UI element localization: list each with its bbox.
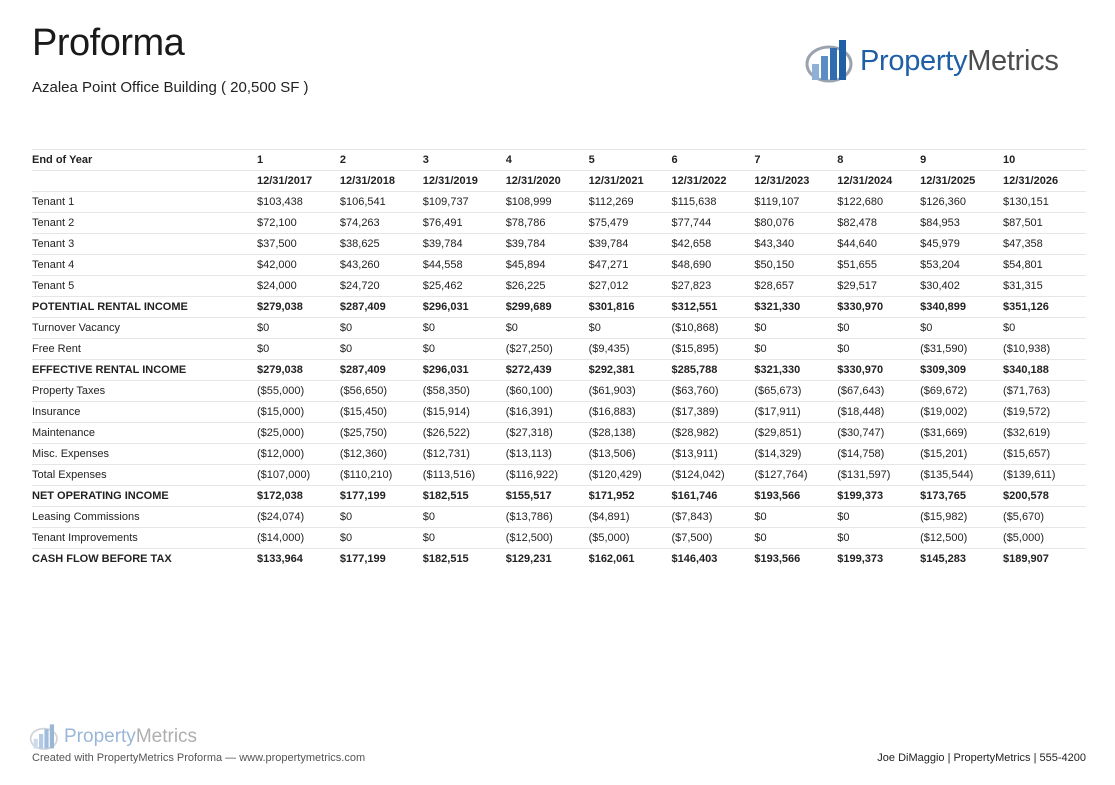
value-cell: ($19,572) xyxy=(1003,402,1086,423)
value-cell: ($9,435) xyxy=(589,339,672,360)
value-cell: $0 xyxy=(340,318,423,339)
date-cell: 12/31/2023 xyxy=(754,171,837,192)
value-cell: ($5,670) xyxy=(1003,507,1086,528)
value-cell: ($5,000) xyxy=(589,528,672,549)
value-cell: $72,100 xyxy=(257,213,340,234)
value-cell: ($65,673) xyxy=(754,381,837,402)
value-cell: $299,689 xyxy=(506,297,589,318)
value-cell: $28,657 xyxy=(754,276,837,297)
value-cell: $0 xyxy=(423,528,506,549)
value-cell: $0 xyxy=(506,318,589,339)
table-row xyxy=(32,528,1086,549)
row-label: Tenant 2 xyxy=(32,213,257,234)
date-cell: 12/31/2019 xyxy=(423,171,506,192)
value-cell: ($27,318) xyxy=(506,423,589,444)
value-cell: $51,655 xyxy=(837,255,920,276)
value-cell: $301,816 xyxy=(589,297,672,318)
value-cell: ($13,786) xyxy=(506,507,589,528)
value-cell: $0 xyxy=(920,318,1003,339)
value-cell: $172,038 xyxy=(257,486,340,507)
value-cell: ($15,982) xyxy=(920,507,1003,528)
value-cell: ($28,982) xyxy=(671,423,754,444)
value-cell: $37,500 xyxy=(257,234,340,255)
value-cell: $77,744 xyxy=(671,213,754,234)
footer-logo xyxy=(28,722,197,752)
value-cell: ($55,000) xyxy=(257,381,340,402)
value-cell: $119,107 xyxy=(754,192,837,213)
value-cell: $43,260 xyxy=(340,255,423,276)
value-cell: ($18,448) xyxy=(837,402,920,423)
value-cell: ($15,895) xyxy=(671,339,754,360)
value-cell: ($15,914) xyxy=(423,402,506,423)
value-cell: $0 xyxy=(423,507,506,528)
bar-chart-globe-icon xyxy=(804,36,858,86)
row-label: Tenant Improvements xyxy=(32,528,257,549)
value-cell: $27,823 xyxy=(671,276,754,297)
row-label: Insurance xyxy=(32,402,257,423)
value-cell: ($13,113) xyxy=(506,444,589,465)
value-cell: ($12,360) xyxy=(340,444,423,465)
value-cell: ($14,758) xyxy=(837,444,920,465)
value-cell: ($15,000) xyxy=(257,402,340,423)
year-cell: 5 xyxy=(589,150,672,171)
page-title: Proforma xyxy=(32,22,185,64)
value-cell: $0 xyxy=(340,507,423,528)
value-cell: ($15,450) xyxy=(340,402,423,423)
value-cell: $340,899 xyxy=(920,297,1003,318)
value-cell: ($127,764) xyxy=(754,465,837,486)
value-cell: ($60,100) xyxy=(506,381,589,402)
value-cell: $24,000 xyxy=(257,276,340,297)
value-cell: $145,283 xyxy=(920,549,1003,570)
value-cell: $189,907 xyxy=(1003,549,1086,570)
value-cell: $279,038 xyxy=(257,297,340,318)
value-cell: ($25,000) xyxy=(257,423,340,444)
value-cell: $129,231 xyxy=(506,549,589,570)
value-cell: $80,076 xyxy=(754,213,837,234)
value-cell: $199,373 xyxy=(837,549,920,570)
value-cell: ($120,429) xyxy=(589,465,672,486)
value-cell: ($32,619) xyxy=(1003,423,1086,444)
value-cell: $106,541 xyxy=(340,192,423,213)
value-cell: $340,188 xyxy=(1003,360,1086,381)
value-cell: $351,126 xyxy=(1003,297,1086,318)
value-cell: ($16,883) xyxy=(589,402,672,423)
table-row xyxy=(32,276,1086,297)
year-cell: 1 xyxy=(257,150,340,171)
value-cell: ($30,747) xyxy=(837,423,920,444)
value-cell: $130,151 xyxy=(1003,192,1086,213)
table-row xyxy=(32,297,1086,318)
footer-logo-text: PropertyMetrics xyxy=(64,726,198,747)
value-cell: ($25,750) xyxy=(340,423,423,444)
value-cell: ($12,731) xyxy=(423,444,506,465)
value-cell: $133,964 xyxy=(257,549,340,570)
value-cell: $162,061 xyxy=(589,549,672,570)
value-cell: $108,999 xyxy=(506,192,589,213)
value-cell: ($15,201) xyxy=(920,444,1003,465)
value-cell: $0 xyxy=(837,507,920,528)
table-row xyxy=(32,213,1086,234)
date-cell: 12/31/2018 xyxy=(340,171,423,192)
value-cell: $25,462 xyxy=(423,276,506,297)
year-cell: 8 xyxy=(837,150,920,171)
date-cell: 12/31/2021 xyxy=(589,171,672,192)
year-cell: 10 xyxy=(1003,150,1086,171)
value-cell: $0 xyxy=(754,339,837,360)
value-cell: ($69,672) xyxy=(920,381,1003,402)
value-cell: $182,515 xyxy=(423,549,506,570)
table-row xyxy=(32,255,1086,276)
value-cell: ($14,000) xyxy=(257,528,340,549)
row-label: Misc. Expenses xyxy=(32,444,257,465)
value-cell: ($14,329) xyxy=(754,444,837,465)
value-cell: ($135,544) xyxy=(920,465,1003,486)
value-cell: $155,517 xyxy=(506,486,589,507)
value-cell: $193,566 xyxy=(754,486,837,507)
value-cell: ($7,843) xyxy=(671,507,754,528)
value-cell: $24,720 xyxy=(340,276,423,297)
value-cell: $44,558 xyxy=(423,255,506,276)
bar-chart-globe-icon xyxy=(28,722,62,752)
value-cell: $0 xyxy=(423,339,506,360)
value-cell: ($13,506) xyxy=(589,444,672,465)
value-cell: ($13,911) xyxy=(671,444,754,465)
value-cell: ($67,643) xyxy=(837,381,920,402)
value-cell: $309,309 xyxy=(920,360,1003,381)
value-cell: $75,479 xyxy=(589,213,672,234)
value-cell: $330,970 xyxy=(837,360,920,381)
value-cell: $84,953 xyxy=(920,213,1003,234)
row-label: POTENTIAL RENTAL INCOME xyxy=(32,297,257,318)
table-row xyxy=(32,444,1086,465)
value-cell: ($17,911) xyxy=(754,402,837,423)
contact-info: Joe DiMaggio | PropertyMetrics | 555-4200 xyxy=(877,752,1086,764)
value-cell: ($116,922) xyxy=(506,465,589,486)
value-cell: $193,566 xyxy=(754,549,837,570)
value-cell: ($4,891) xyxy=(589,507,672,528)
value-cell: ($113,516) xyxy=(423,465,506,486)
value-cell: $126,360 xyxy=(920,192,1003,213)
year-cell: 9 xyxy=(920,150,1003,171)
value-cell: $312,551 xyxy=(671,297,754,318)
date-cell: 12/31/2025 xyxy=(920,171,1003,192)
value-cell: $112,269 xyxy=(589,192,672,213)
header-row-years xyxy=(32,150,1086,171)
value-cell: $48,690 xyxy=(671,255,754,276)
value-cell: ($19,002) xyxy=(920,402,1003,423)
value-cell: $45,894 xyxy=(506,255,589,276)
value-cell: $272,439 xyxy=(506,360,589,381)
table-row xyxy=(32,318,1086,339)
date-cell: 12/31/2017 xyxy=(257,171,340,192)
value-cell: $0 xyxy=(257,318,340,339)
value-cell: ($15,657) xyxy=(1003,444,1086,465)
value-cell: $177,199 xyxy=(340,486,423,507)
year-label: End of Year xyxy=(32,150,257,171)
value-cell: $0 xyxy=(340,339,423,360)
value-cell: ($12,000) xyxy=(257,444,340,465)
value-cell: ($7,500) xyxy=(671,528,754,549)
value-cell: $0 xyxy=(754,318,837,339)
row-label: Total Expenses xyxy=(32,465,257,486)
table-row xyxy=(32,465,1086,486)
value-cell: ($124,042) xyxy=(671,465,754,486)
value-cell: $296,031 xyxy=(423,297,506,318)
value-cell: $292,381 xyxy=(589,360,672,381)
date-cell: 12/31/2020 xyxy=(506,171,589,192)
table-row xyxy=(32,507,1086,528)
date-cell: 12/31/2026 xyxy=(1003,171,1086,192)
value-cell: $26,225 xyxy=(506,276,589,297)
value-cell: $200,578 xyxy=(1003,486,1086,507)
value-cell: $42,000 xyxy=(257,255,340,276)
value-cell: $0 xyxy=(257,339,340,360)
value-cell: ($10,868) xyxy=(671,318,754,339)
value-cell: $296,031 xyxy=(423,360,506,381)
value-cell: $287,409 xyxy=(340,297,423,318)
value-cell: $39,784 xyxy=(506,234,589,255)
value-cell: $38,625 xyxy=(340,234,423,255)
table-row xyxy=(32,423,1086,444)
value-cell: $45,979 xyxy=(920,234,1003,255)
row-label: Turnover Vacancy xyxy=(32,318,257,339)
year-cell: 4 xyxy=(506,150,589,171)
value-cell: $44,640 xyxy=(837,234,920,255)
brand-name: PropertyMetrics xyxy=(860,44,1059,77)
value-cell: ($61,903) xyxy=(589,381,672,402)
year-cell: 7 xyxy=(754,150,837,171)
value-cell: ($16,391) xyxy=(506,402,589,423)
value-cell: $122,680 xyxy=(837,192,920,213)
value-cell: $199,373 xyxy=(837,486,920,507)
value-cell: $321,330 xyxy=(754,360,837,381)
value-cell: $115,638 xyxy=(671,192,754,213)
value-cell: $0 xyxy=(837,339,920,360)
value-cell: $50,150 xyxy=(754,255,837,276)
year-cell: 6 xyxy=(671,150,754,171)
row-label: Free Rent xyxy=(32,339,257,360)
value-cell: $27,012 xyxy=(589,276,672,297)
value-cell: ($139,611) xyxy=(1003,465,1086,486)
value-cell: ($12,500) xyxy=(920,528,1003,549)
value-cell: $43,340 xyxy=(754,234,837,255)
value-cell: $177,199 xyxy=(340,549,423,570)
value-cell: $47,358 xyxy=(1003,234,1086,255)
value-cell: ($107,000) xyxy=(257,465,340,486)
value-cell: $330,970 xyxy=(837,297,920,318)
value-cell: $0 xyxy=(754,528,837,549)
row-label: Tenant 4 xyxy=(32,255,257,276)
table-row xyxy=(32,486,1086,507)
value-cell: ($56,650) xyxy=(340,381,423,402)
proforma-table xyxy=(32,149,1086,569)
row-label: Tenant 1 xyxy=(32,192,257,213)
table-row xyxy=(32,339,1086,360)
value-cell: ($110,210) xyxy=(340,465,423,486)
header-row-dates xyxy=(32,171,1086,192)
value-cell: $39,784 xyxy=(589,234,672,255)
value-cell: ($63,760) xyxy=(671,381,754,402)
value-cell: ($31,669) xyxy=(920,423,1003,444)
value-cell: $87,501 xyxy=(1003,213,1086,234)
value-cell: $0 xyxy=(589,318,672,339)
table-row xyxy=(32,381,1086,402)
table-row xyxy=(32,402,1086,423)
value-cell: $0 xyxy=(754,507,837,528)
value-cell: ($71,763) xyxy=(1003,381,1086,402)
value-cell: $279,038 xyxy=(257,360,340,381)
value-cell: $47,271 xyxy=(589,255,672,276)
value-cell: $171,952 xyxy=(589,486,672,507)
row-label: Maintenance xyxy=(32,423,257,444)
value-cell: ($28,138) xyxy=(589,423,672,444)
value-cell: ($26,522) xyxy=(423,423,506,444)
value-cell: ($29,851) xyxy=(754,423,837,444)
value-cell: ($24,074) xyxy=(257,507,340,528)
value-cell: $109,737 xyxy=(423,192,506,213)
year-cell: 3 xyxy=(423,150,506,171)
value-cell: $146,403 xyxy=(671,549,754,570)
value-cell: ($10,938) xyxy=(1003,339,1086,360)
value-cell: $53,204 xyxy=(920,255,1003,276)
value-cell: $54,801 xyxy=(1003,255,1086,276)
value-cell: $321,330 xyxy=(754,297,837,318)
value-cell: $285,788 xyxy=(671,360,754,381)
value-cell: $173,765 xyxy=(920,486,1003,507)
value-cell: $42,658 xyxy=(671,234,754,255)
value-cell: $76,491 xyxy=(423,213,506,234)
value-cell: $30,402 xyxy=(920,276,1003,297)
table-row xyxy=(32,234,1086,255)
value-cell: $0 xyxy=(423,318,506,339)
property-subtitle: Azalea Point Office Building ( 20,500 SF ) xyxy=(32,79,309,96)
value-cell: $74,263 xyxy=(340,213,423,234)
row-label: Property Taxes xyxy=(32,381,257,402)
row-label: NET OPERATING INCOME xyxy=(32,486,257,507)
value-cell: $103,438 xyxy=(257,192,340,213)
date-cell: 12/31/2024 xyxy=(837,171,920,192)
year-cell: 2 xyxy=(340,150,423,171)
blank-cell xyxy=(32,171,257,192)
table-row xyxy=(32,549,1086,570)
row-label: Tenant 5 xyxy=(32,276,257,297)
row-label: Leasing Commissions xyxy=(32,507,257,528)
value-cell: $182,515 xyxy=(423,486,506,507)
value-cell: $31,315 xyxy=(1003,276,1086,297)
value-cell: $78,786 xyxy=(506,213,589,234)
table-row xyxy=(32,192,1086,213)
table-row xyxy=(32,360,1086,381)
value-cell: ($58,350) xyxy=(423,381,506,402)
credit-line: Created with PropertyMetrics Proforma — www.propertymetrics.com xyxy=(32,752,366,764)
value-cell: $161,746 xyxy=(671,486,754,507)
row-label: EFFECTIVE RENTAL INCOME xyxy=(32,360,257,381)
value-cell: ($12,500) xyxy=(506,528,589,549)
row-label: CASH FLOW BEFORE TAX xyxy=(32,549,257,570)
value-cell: ($17,389) xyxy=(671,402,754,423)
value-cell: ($131,597) xyxy=(837,465,920,486)
value-cell: $39,784 xyxy=(423,234,506,255)
value-cell: $287,409 xyxy=(340,360,423,381)
value-cell: $29,517 xyxy=(837,276,920,297)
value-cell: ($27,250) xyxy=(506,339,589,360)
value-cell: ($5,000) xyxy=(1003,528,1086,549)
value-cell: $0 xyxy=(1003,318,1086,339)
value-cell: $0 xyxy=(340,528,423,549)
brand-logo xyxy=(804,36,1084,86)
row-label: Tenant 3 xyxy=(32,234,257,255)
value-cell: $82,478 xyxy=(837,213,920,234)
value-cell: $0 xyxy=(837,528,920,549)
value-cell: ($31,590) xyxy=(920,339,1003,360)
value-cell: $0 xyxy=(837,318,920,339)
date-cell: 12/31/2022 xyxy=(671,171,754,192)
